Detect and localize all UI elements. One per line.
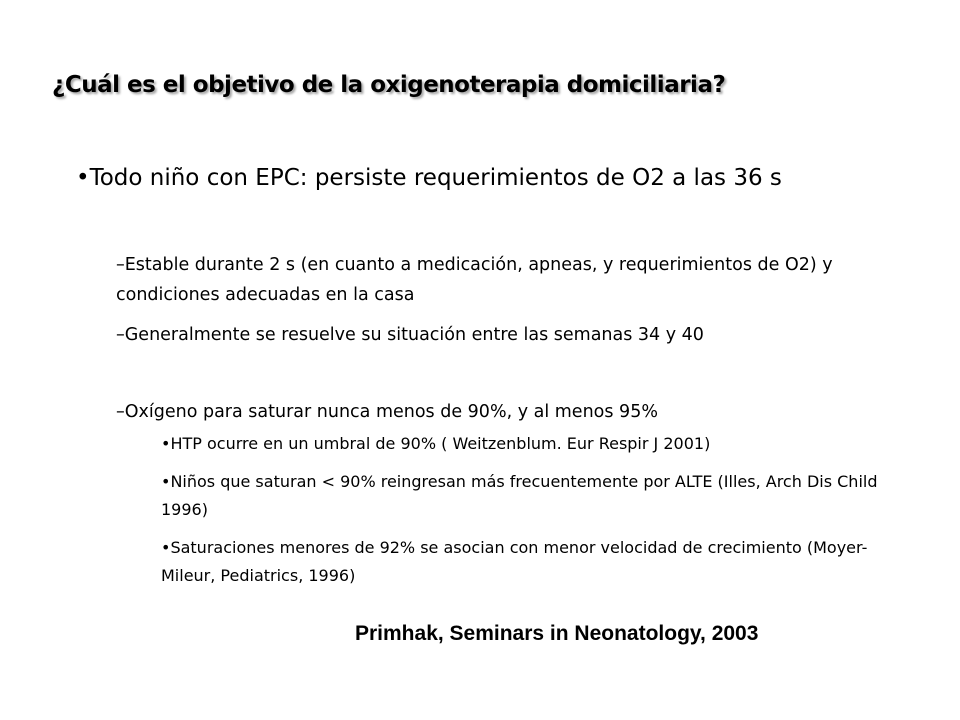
sub-bullet-stable: –Estable durante 2 s (en cuanto a medicación, apneas, y requerimientos de O2) y condiciones adecuadas en la casa [116, 255, 833, 305]
subsub-bullet-growth: •Saturaciones menores de 92% se asocian con menor velocidad de crecimiento (Moyer-Mileur, Pediatrics, 1996) [161, 538, 868, 585]
slide-title: ¿Cuál es el objetivo de la oxigenoterapia domiciliaria? [52, 72, 726, 98]
subsub-bullet-htp: •HTP ocurre en un umbral de 90% ( Weitzenblum. Eur Respir J 2001) [161, 434, 711, 453]
sub-bullet-resolution: –Generalmente se resuelve su situación entre las semanas 34 y 40 [116, 325, 704, 345]
subsub-bullet-alte: •Niños que saturan < 90% reingresan más frecuentemente por ALTE (Illes, Arch Dis Child 1996) [161, 472, 878, 519]
reference-citation: Primhak, Seminars in Neonatology, 2003 [355, 622, 759, 645]
sub-bullet-oxygen: –Oxígeno para saturar nunca menos de 90%, y al menos 95% [116, 402, 658, 422]
bullet-main: •Todo niño con EPC: persiste requerimientos de O2 a las 36 s [76, 165, 782, 191]
